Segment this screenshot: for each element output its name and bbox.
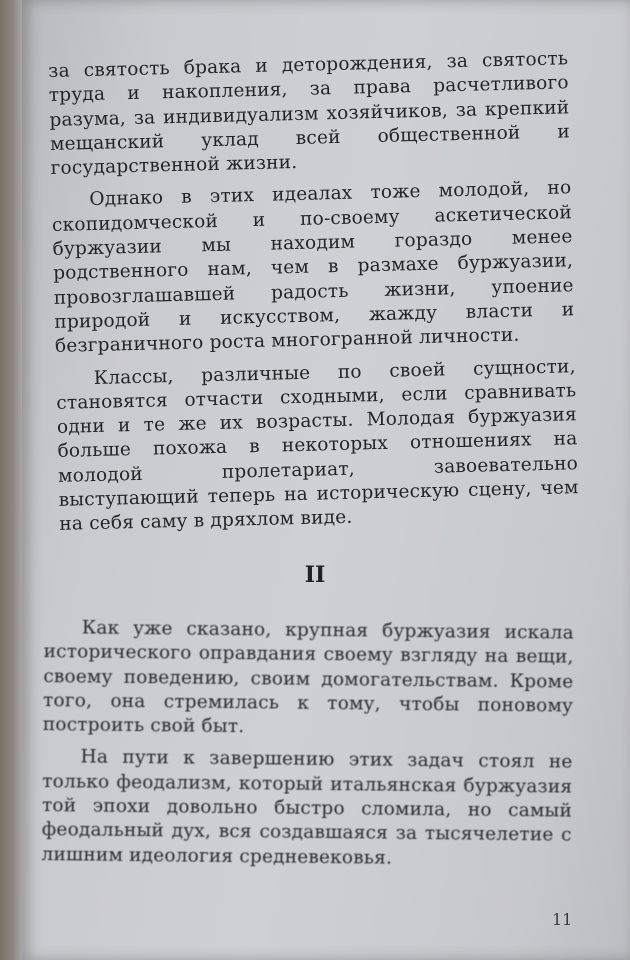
section-one-text	[48, 47, 580, 545]
section-two-text	[41, 616, 574, 881]
paragraph: Классы, различные по своей сущности, становятся отчасти сходными, если сравнивать одни и те же их возрасты. Молодая буржуазия больше похожа в некоторых отношениях на молодой пролетариат, завоевательно выступающий теперь на историческую сцену, чем на себя саму в дряхлом виде.	[56, 355, 579, 536]
paragraph: Как уже сказано, крупная буржуазия искала исторического оправдания своему взгляду на вещи, своему поведению, своим домогательствам. Кроме того, она стремилась к тому, чтобы поновому построить свой быт.	[42, 617, 574, 738]
section-heading: II	[304, 562, 326, 588]
paragraph: Однако в этих идеалах тоже молодой, но скопидомческой и по-своему аскетической буржуазии мы находим гораздо менее родственного нам, чем в размахе буржуазии, провозглашавшей радость жизни, упоение природой и искусством, жажду власти и безграничного роста многогранной личности.	[51, 177, 575, 358]
paragraph: На пути к завершению этих задач стоял не только феодализм, который итальянская буржуазия той эпохи довольно быстро сломила, но самый феодальный дух, вся создавшаяся за тысячелетие с лишним идеология средневековья.	[41, 746, 573, 869]
book-spine-shadow	[0, 0, 22, 960]
page-number: 11	[552, 910, 573, 929]
paragraph: за святость брака и деторождения, за святость труда и накопления, за права расчетливого разума, за индивидуализм хозяйчиков, за крепкий мещанский уклад всей общественной и государственной жизни.	[48, 48, 571, 180]
